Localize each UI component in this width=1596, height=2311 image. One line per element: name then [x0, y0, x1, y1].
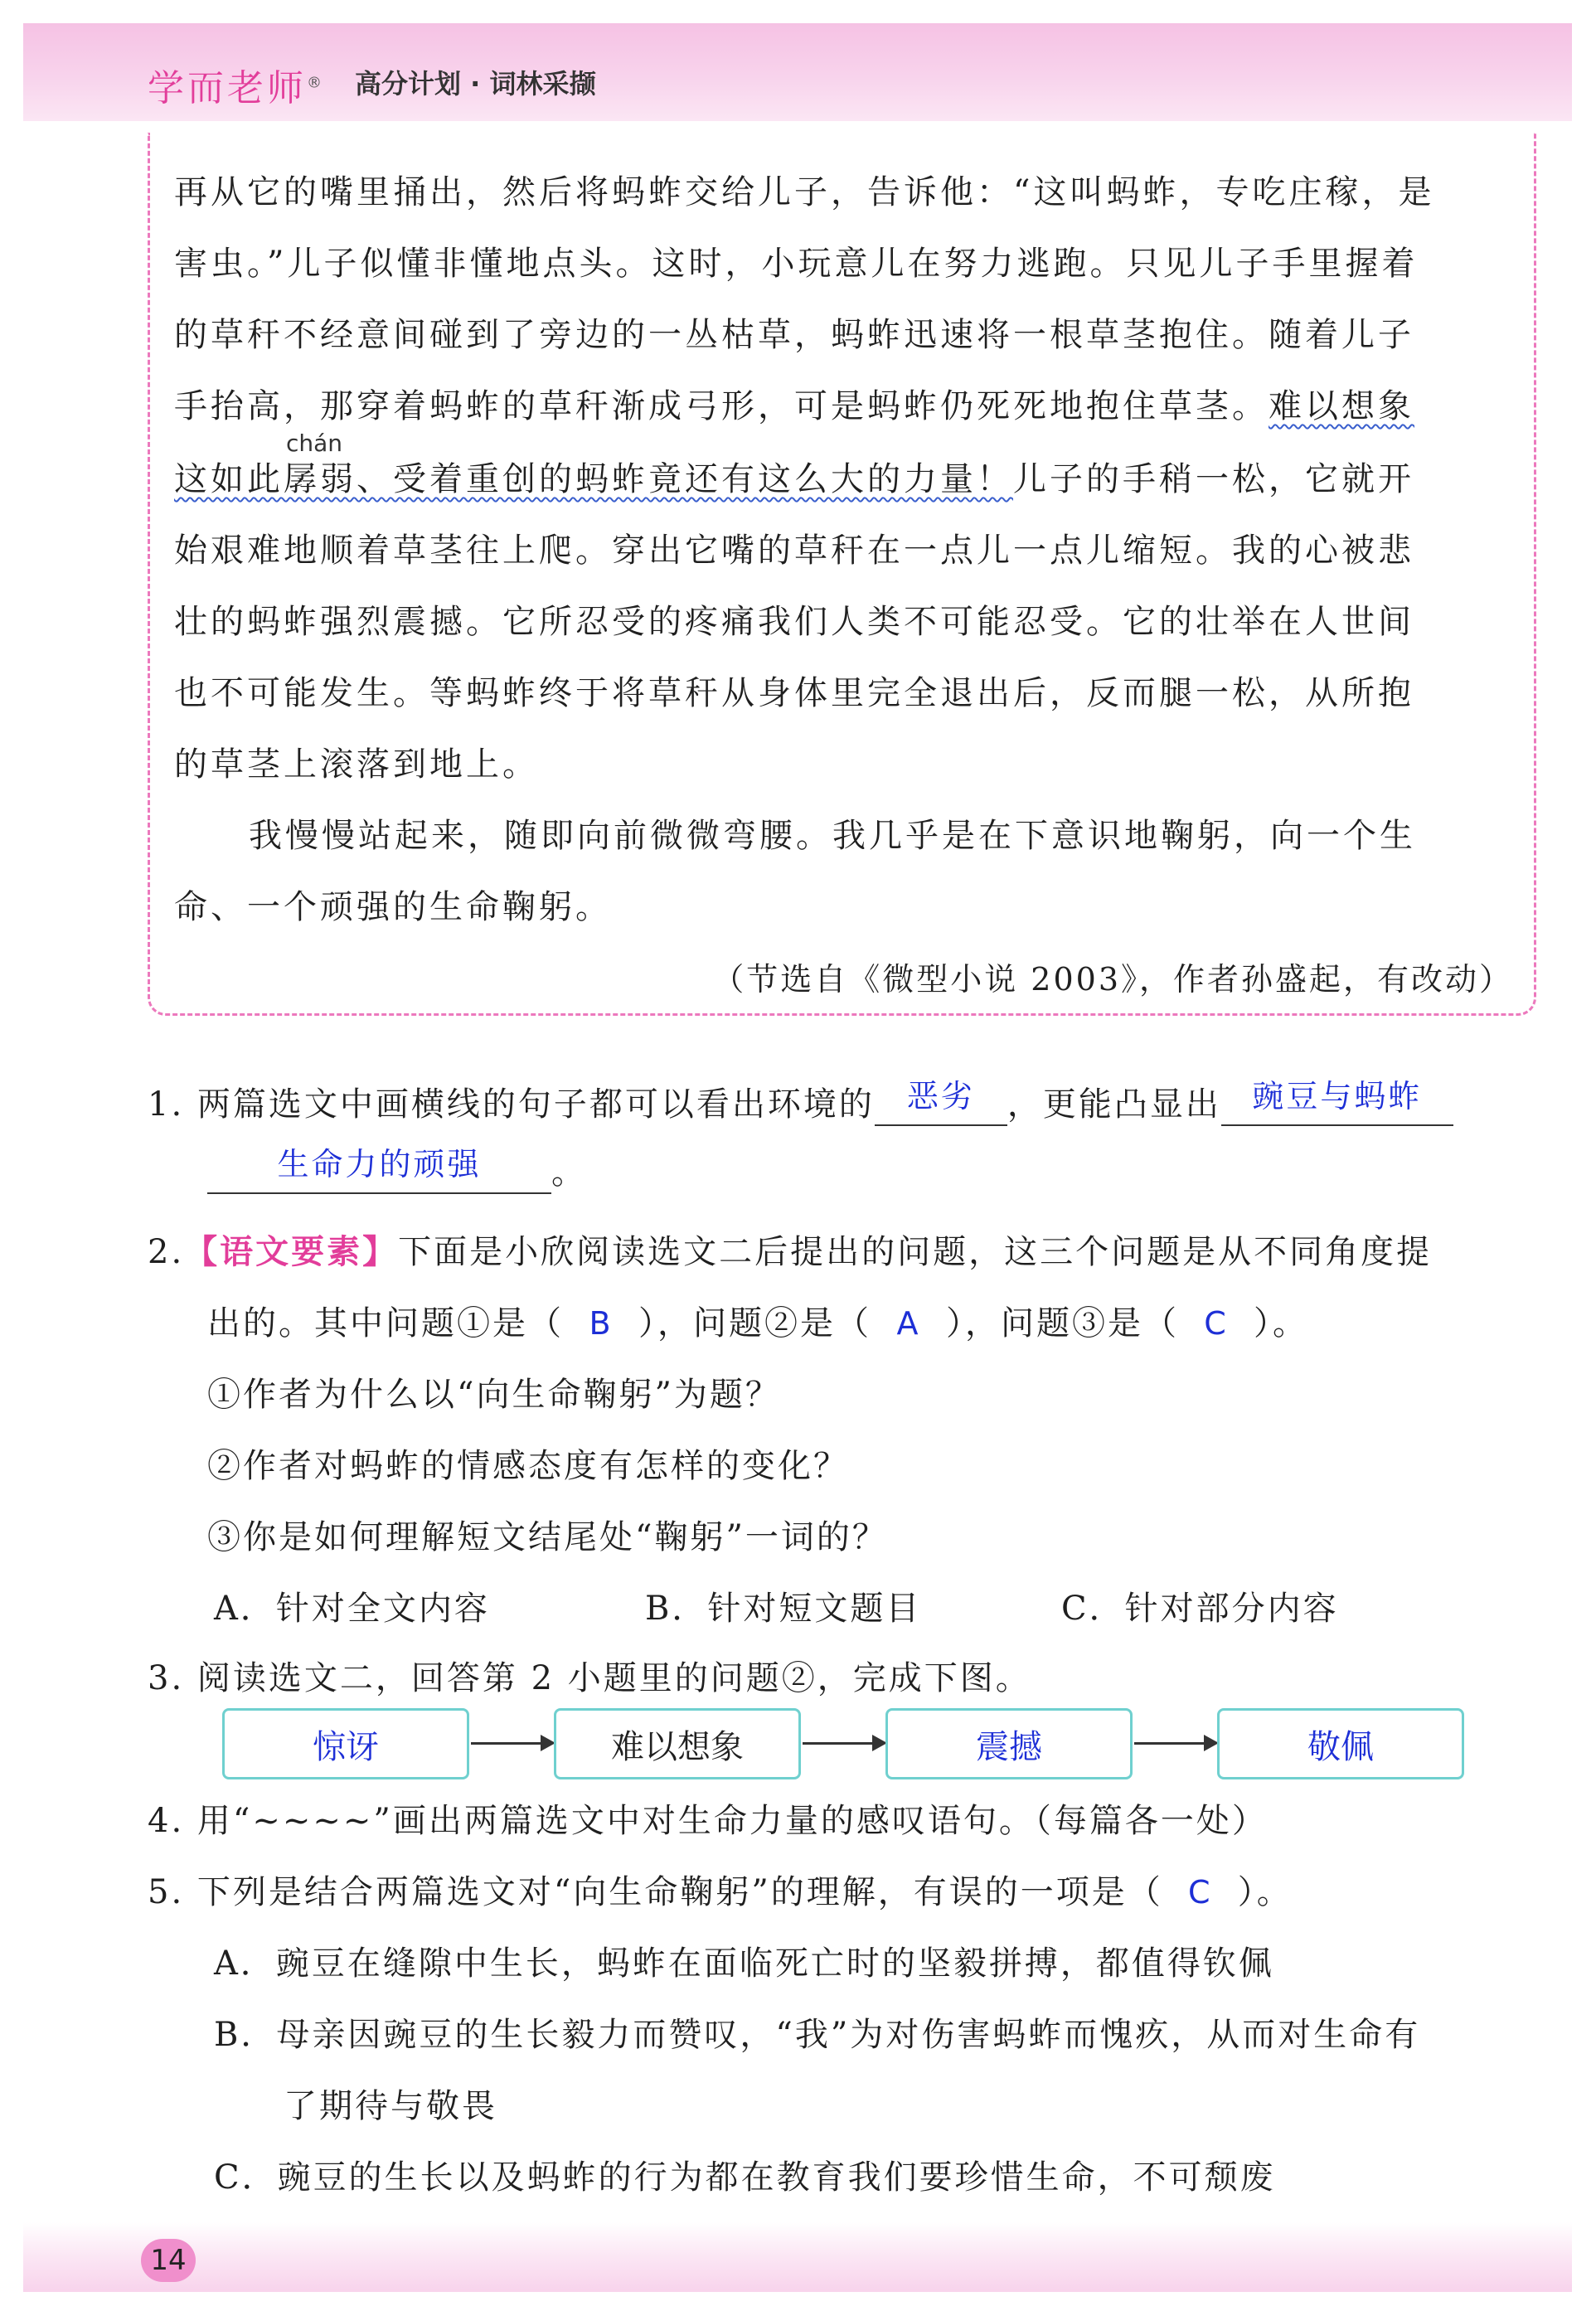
page-number: 14: [141, 2239, 196, 2282]
wavy-underline-text: 这如此孱弱、受着重创的蚂蚱竟还有这么大的力量！: [174, 460, 1013, 498]
flow-box-1: 惊讶: [222, 1708, 469, 1779]
question-1: 1. 两篇选文中画横线的句子都可以看出环境的 恶劣 ，更能凸显出 豌豆与蚂蚱: [148, 1078, 1453, 1126]
question-2-item: ②作者对蚂蚱的情感态度有怎样的变化？: [207, 1447, 849, 1485]
answer-choice: A: [896, 1305, 921, 1342]
answer-choice: C: [1188, 1874, 1213, 1910]
flow-arrow: [471, 1742, 552, 1745]
passage-line: 这如此孱弱、受着重创的蚂蚱竟还有这么大的力量！儿子的手稍一松，它就开: [174, 460, 1414, 498]
option-b: B．母亲因豌豆的生长毅力而赞叹，“我”为对伤害蚂蚱而愧疚，从而对生命有: [214, 2016, 1421, 2054]
question-4: 4. 用“~~~~”画出两篇选文中对生命力量的感叹语句。（每篇各一处）: [148, 1802, 1268, 1840]
passage-line: 壮的蚂蚱强烈震撼。它所忍受的疼痛我们人类不可能忍受。它的壮举在人世间: [174, 603, 1414, 641]
flow-box-4: 敬佩: [1217, 1708, 1464, 1779]
passage-line: 的草秆不经意间碰到了旁边的一丛枯草，蚂蚱迅速将一根草茎抱住。随着儿子: [174, 316, 1414, 354]
passage-line: 害虫。”儿子似懂非懂地点头。这时，小玩意儿在努力逃跑。只见儿子手里握着: [174, 245, 1419, 283]
flow-box-2: 难以想象: [554, 1708, 801, 1779]
passage-line: 手抬高，那穿着蚂蚱的草秆渐成弓形，可是蚂蚱仍死死地抱住草茎。难以想象: [174, 387, 1414, 425]
passage-line: 始艰难地顺着草茎往上爬。穿出它嘴的草秆在一点儿一点儿缩短。我的心被悲: [174, 532, 1414, 570]
question-tag: 【语文要素】: [184, 1232, 399, 1271]
flow-arrow: [1134, 1742, 1215, 1745]
passage-line: 我慢慢站起来，随即向前微微弯腰。我几乎是在下意识地鞠躬，向一个生: [249, 817, 1416, 855]
option-a: A．针对全文内容: [214, 1590, 490, 1628]
question-5: 5. 下列是结合两篇选文对“向生命鞠躬”的理解，有误的一项是（ C ）。: [148, 1873, 1293, 1911]
option-c: C．豌豆的生长以及蚂蚱的行为都在教育我们要珍惜生命，不可颓废: [214, 2158, 1276, 2197]
question-2: 2.【语文要素】下面是小欣阅读选文二后提出的问题，这三个问题是从不同角度提: [148, 1232, 1433, 1271]
question-2-item: ③你是如何理解短文结尾处“鞠躬”一词的？: [207, 1518, 888, 1556]
passage-line: 的草茎上滚落到地上。: [174, 745, 539, 784]
passage-line: 也不可能发生。等蚂蚱终于将草秆从身体里完全退出后，反而腿一松，从所抱: [174, 674, 1414, 712]
wavy-underline-text: 难以想象: [1269, 387, 1414, 425]
series-title: 高分计划 · 词林采撷: [355, 68, 596, 100]
passage-line: 再从它的嘴里捅出，然后将蚂蚱交给儿子，告诉他：“这叫蚂蚱，专吃庄稼，是: [174, 173, 1435, 211]
footer-band: [23, 2222, 1572, 2292]
question-2-item: ①作者为什么以“向生命鞠躬”为题？: [207, 1376, 781, 1414]
option-c: C．针对部分内容: [1061, 1590, 1339, 1628]
question-2-cont: 出的。其中问题①是（ B ），问题②是（ A ），问题③是（ C ）。: [207, 1304, 1308, 1342]
flow-arrow: [803, 1742, 884, 1745]
answer-choice: C: [1204, 1305, 1229, 1342]
passage-source: （节选自《微型小说 2003》，作者孙盛起，有改动）: [712, 961, 1513, 998]
question-1-cont: 生命力的顽强 。: [207, 1146, 587, 1194]
passage-line: 命、一个顽强的生命鞠躬。: [174, 888, 612, 926]
option-b: B．针对短文题目: [645, 1590, 922, 1628]
flow-box-3: 震撼: [885, 1708, 1133, 1779]
question-3: 3. 阅读选文二，回答第 2 小题里的问题②，完成下图。: [148, 1659, 1031, 1697]
answer-blank[interactable]: 生命力的顽强: [207, 1147, 551, 1194]
option-b-cont: 了期待与敬畏: [284, 2087, 497, 2125]
brand-logo: 学而老师®: [148, 67, 325, 109]
answer-blank[interactable]: 豌豆与蚂蚱: [1221, 1079, 1453, 1126]
pinyin-annotation: chán: [286, 430, 343, 457]
option-a: A．豌豆在缝隙中生长，蚂蚱在面临死亡时的坚毅拼搏，都值得钦佩: [214, 1944, 1274, 1983]
answer-choice: B: [589, 1305, 614, 1342]
answer-blank[interactable]: 恶劣: [875, 1079, 1007, 1126]
